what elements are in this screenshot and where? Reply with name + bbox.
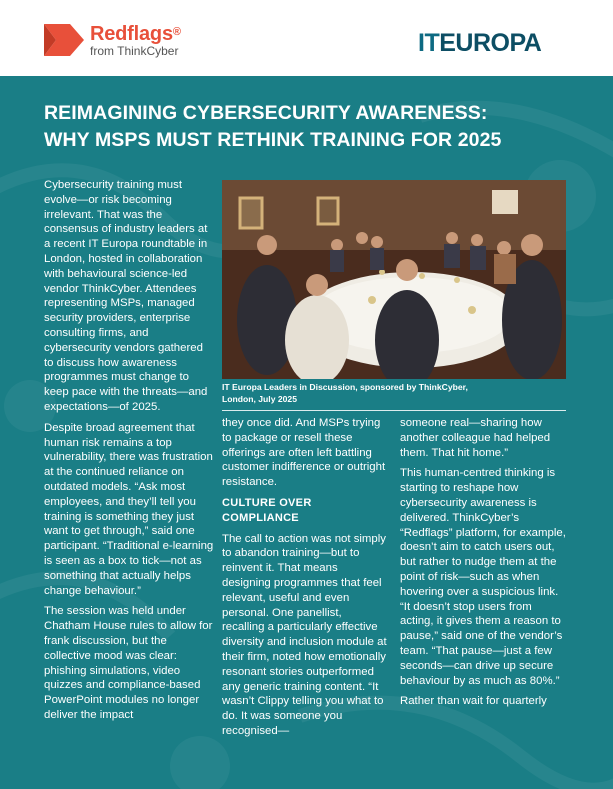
column-1 [44, 178, 214, 729]
headline-line-1: REIMAGINING CYBERSECURITY AWARENESS: [44, 102, 488, 124]
paragraph: This human-centred thinking is starting to reshape how cybersecurity awareness is delivered. ThinkCyber’s “Redflags” platform, for example, doesn’t aim to catch users out, but rather to nudge them at the point of risk—such as when hovering over a suspicious link. “It doesn’t stop users from acting, it gives them a reason to pause,” said one of the vendor’s team. “That pause—just a few seconds—can drive up secure behaviour by as much as 80%.” [400, 467, 566, 687]
page-header [0, 0, 613, 76]
roundtable-photo [222, 180, 566, 379]
headline-line-2: WHY MSPS MUST RETHINK TRAINING FOR 2025 [44, 129, 502, 151]
caption-line-2: London, July 2025 [222, 393, 297, 404]
paragraph: someone real—sharing how another colleague had helped them. That hit home.” [400, 417, 551, 459]
article-headline [44, 100, 574, 154]
paragraph: Despite broad agreement that human risk remains a top vulnerability, there was frustration at the continued reliance on outdated models. “Ask most employees, and they’ll tell you training is something they just want to get through,” said one participant. “Traditional e-learning is seen as a box to tick—not as something that actually helps change behaviour.” [44, 421, 214, 597]
paragraph: they once did. And MSPs trying to package or resell these offerings are often left battling customer indifference or outright resistance. [222, 417, 386, 489]
paragraph: The session was held under Chatham House rules to allow for frank discussion, but the collective mood was clear: phishing simulations, video quizzes and compliance-based PowerPoint modules no longer deliver the impact [44, 605, 213, 721]
it-europa-logo: ITEUROPA [418, 29, 542, 57]
column-2 [222, 416, 387, 745]
paragraph: The call to action was not simply to abandon training—but to reinvent it. That means designing programmes that feel relevant, useful and even personal. One panellist, recalling a particularly effective diversity and inclusion module at their firm, noted how emotionally resonant stories outperformed any generic training content. “It wasn’t Clippy telling you what to do. It was someone you recognised— [222, 532, 387, 737]
brand-name: Redflags® [90, 23, 181, 45]
redflags-logo-icon [44, 24, 84, 56]
section-subheading: CULTURE OVER COMPLIANCE [222, 496, 312, 524]
caption-line-1: IT Europa Leaders in Discussion, sponsored by ThinkCyber, [222, 382, 468, 392]
brand-subtitle: from ThinkCyber [90, 44, 179, 58]
caption-divider [222, 410, 566, 411]
paragraph: Rather than wait for quarterly [400, 695, 547, 708]
paragraph: Cybersecurity training must evolve—or risk becoming irrelevant. That was the consensus of industry leaders at a recent IT Europa roundtable in London, hosted in collaboration with behavioural science-led vendor ThinkCyber. Attendees representing MSPs, managed security providers, enterprise consulting firms, and cybersecurity vendors gathered to discuss how awareness programmes must change to keep pace with the threats—and expectations—of 2025. [44, 179, 208, 413]
photo-caption [222, 382, 566, 405]
roundtable-photo-image [222, 180, 566, 379]
column-3 [400, 416, 568, 715]
